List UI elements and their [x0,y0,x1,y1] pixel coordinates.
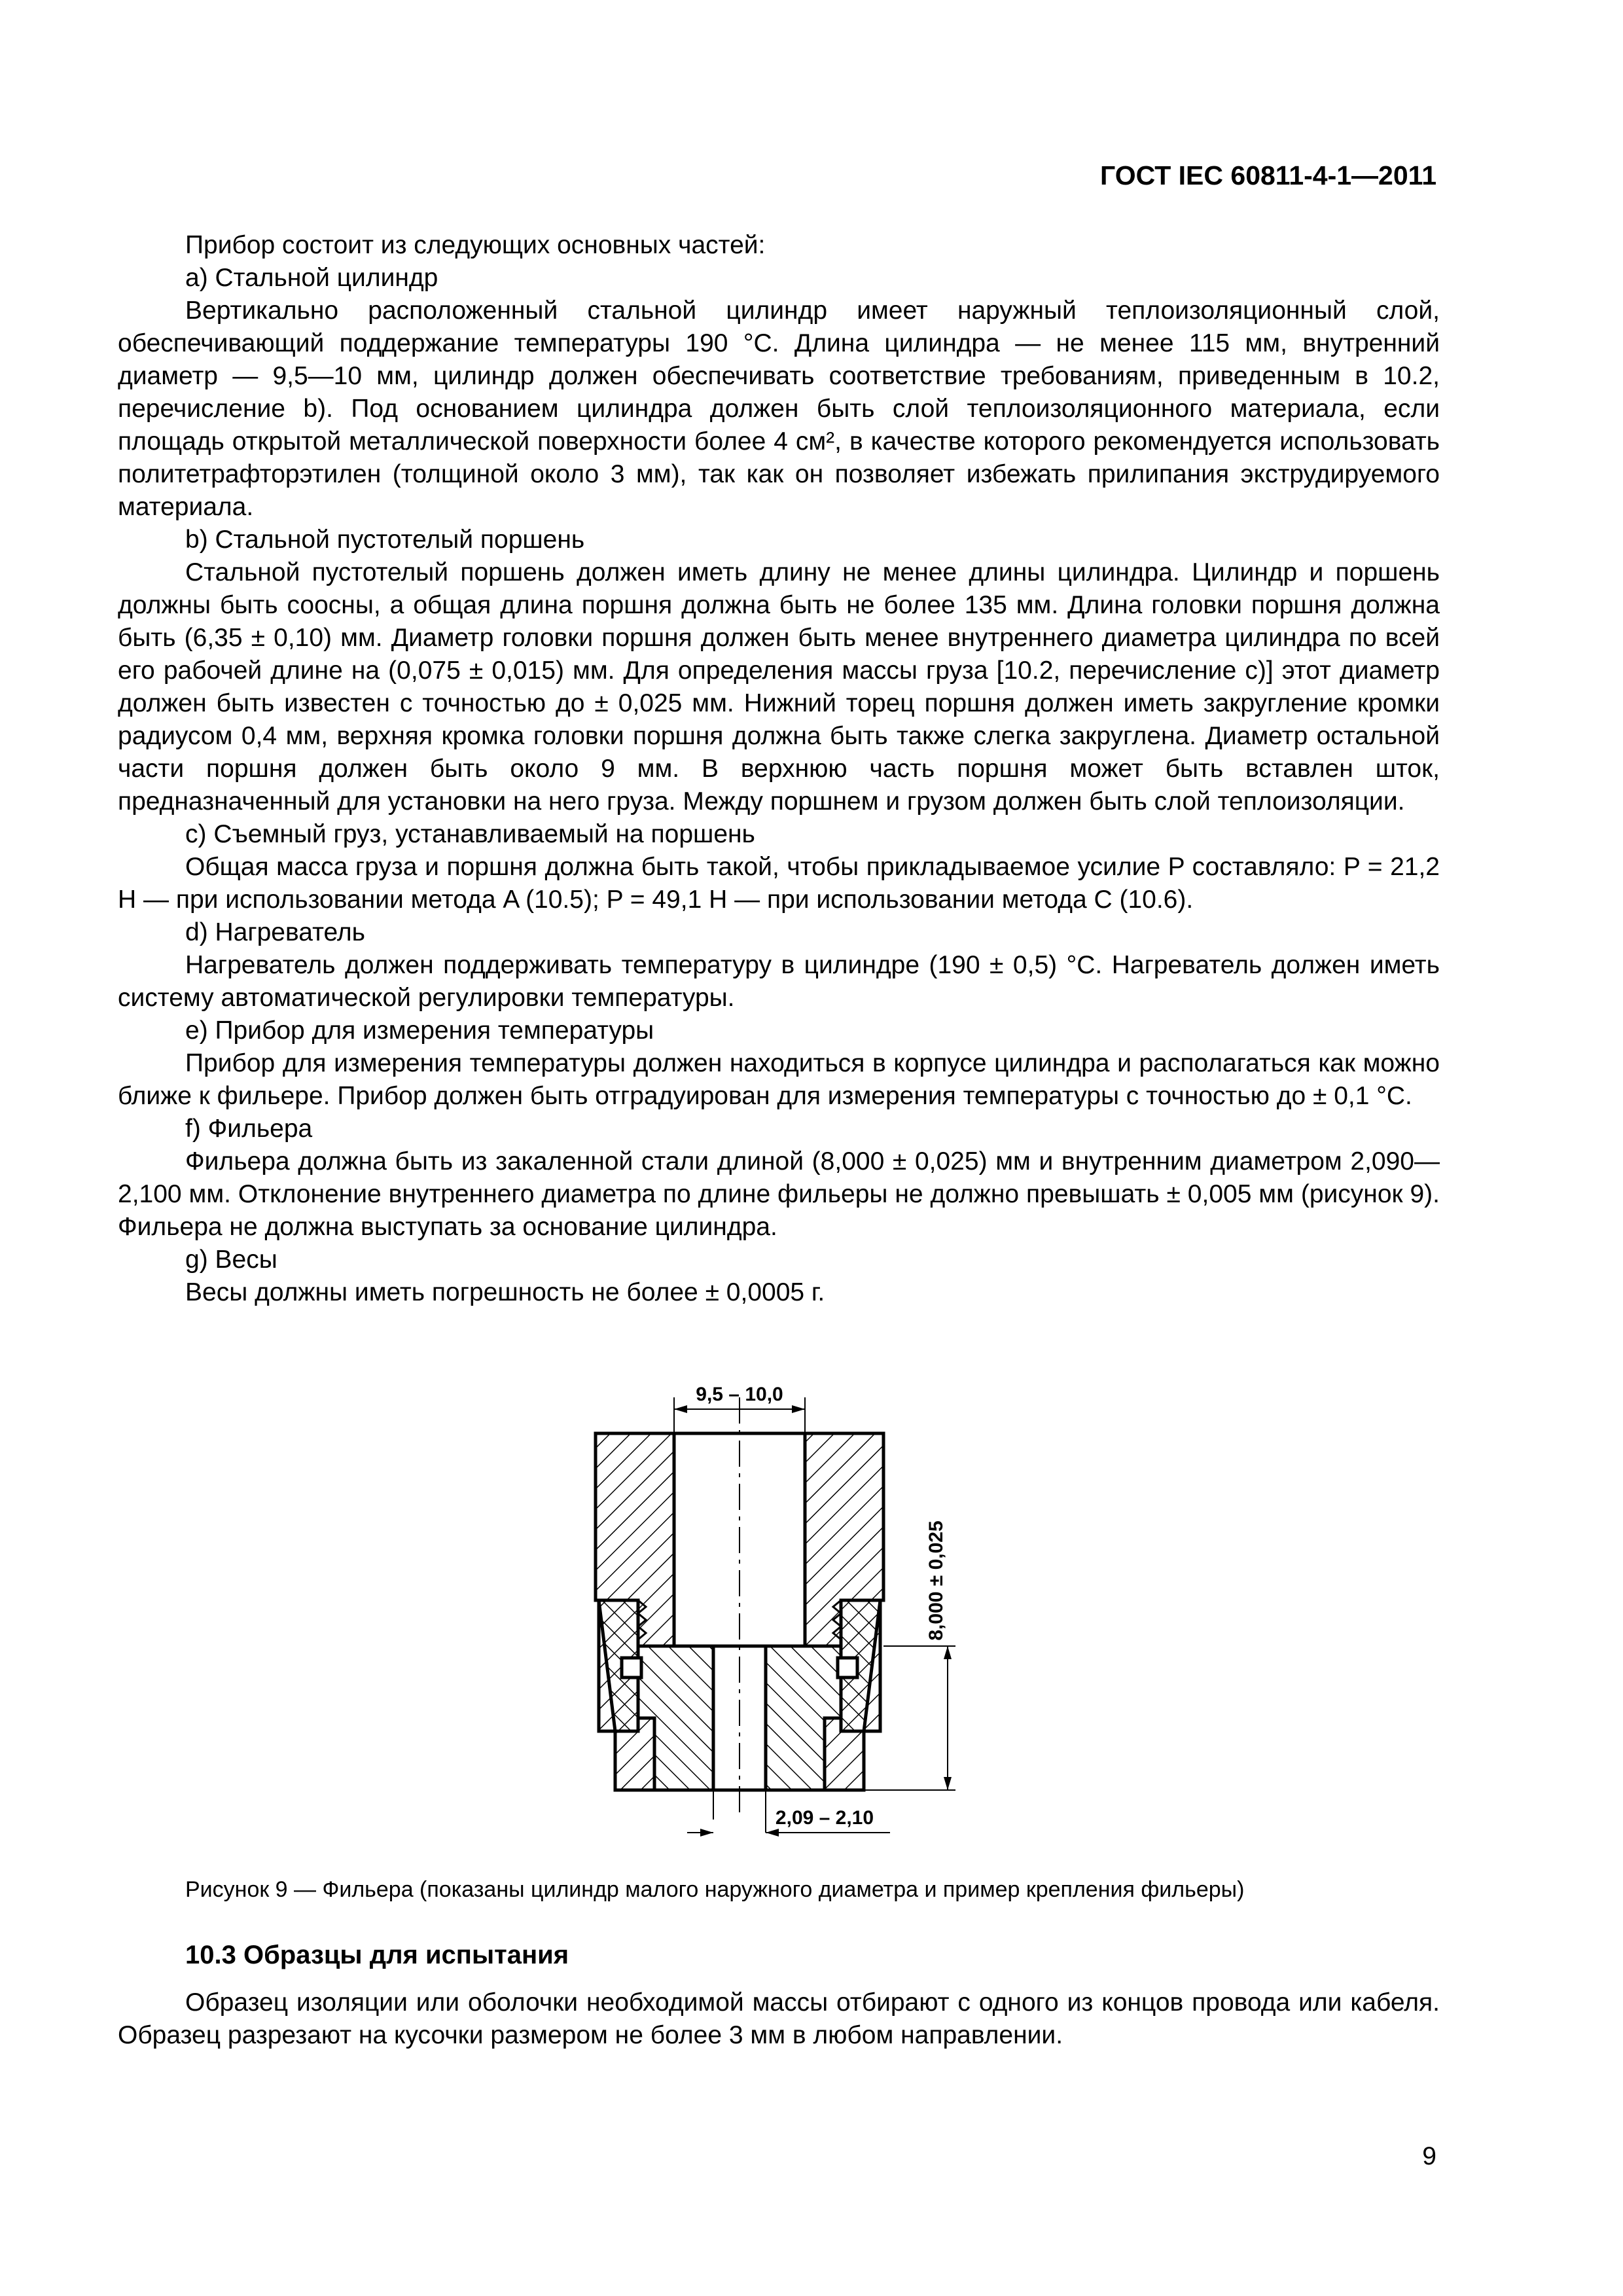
seal-left [622,1658,641,1677]
item-c-heading: c) Съемный груз, устанавливаемый на поршень [185,820,755,848]
item-d-text: Нагреватель должен поддерживать температуру в цилиндре (190 ± 0,5) °C. Нагреватель должен иметь систему автоматической регулировки температуры. [118,951,1440,1012]
section-text: Образец изоляции или оболочки необходимой массы отбирают с одного из концов провода или кабеля. Образец разрезают на кусочки размером не более 3 мм в любом направлении. [118,1988,1440,2049]
figure-caption: Рисунок 9 — Фильера (показаны цилиндр малого наружного диаметра и пример крепления фильеры) [185,1877,1245,1902]
item-a-text: Вертикально расположенный стальной цилиндр имеет наружный теплоизоляционный слой, обеспечивающий поддержание температуры 190 °С. Длина цилиндра — не менее 115 мм, внутренний диаметр — 9,5—10 мм, цилиндр должен обеспечивать соответствие требованиям, приведенным в 10.2, перечисление b). Под основанием цилиндра должен быть слой теплоизоляционного материала, если площадь открытой металлической поверхности более 4 см², в качестве которого рекомендуется использовать политетрафторэтилен (толщиной около 3 мм), так как он позволяет избежать прилипания экструдируемого материала. [118,296,1440,521]
figure-9-die-drawing [563,1358,955,1862]
item-a-heading: a) Стальной цилиндр [185,264,438,292]
dim-side-label: 8,000 ± 0,025 [925,1520,947,1641]
item-d-heading: d) Нагреватель [185,918,365,946]
item-c-text: Общая масса груза и поршня должна быть такой, чтобы прикладываемое усилие P составляло: P = 21,2 Н — при использовании метода A (10.5); P = 49,1 Н — при использовании метода C (10.6). [118,853,1440,914]
body-text [118,229,1440,1309]
item-g-text: Весы должны иметь погрешность не более ± 0,0005 г. [185,1278,825,1306]
page-number: 9 [1422,2142,1436,2170]
dim-top-label: 9,5 – 10,0 [696,1384,783,1405]
item-b-heading: b) Стальной пустотелый поршень [185,526,585,554]
seal-right [838,1658,857,1677]
item-e-text: Прибор для измерения температуры должен находиться в корпусе цилиндра и располагаться как можно ближе к фильере. Прибор должен быть отградуирован для измерения температуры с точностью до ± 0,1 °C. [118,1049,1440,1110]
item-b-text: Стальной пустотелый поршень должен иметь длину не менее длины цилиндра. Цилиндр и поршень должны быть соосны, а общая длина поршня должна быть не более 135 мм. Длина головки поршня должна быть (6,35 ± 0,10) мм. Диаметр головки поршня должен быть менее внутреннего диаметра цилиндра по всей его рабочей длине на (0,075 ± 0,015) мм. Для определения массы груза [10.2, перечисление с)] этот диаметр должен быть известен с точностью до ± 0,025 мм. Нижний торец поршня должен иметь закругление кромки радиусом 0,4 мм, верхняя кромка головки поршня должна быть также слегка закруглена. Диаметр остальной части поршня должен быть около 9 мм. В верхнюю часть поршня может быть вставлен шток, предназначенный для установки на него груза. Между поршнем и грузом должен быть слой теплоизоляции. [118,558,1440,816]
section-heading: 10.3 Образцы для испытания [185,1941,569,1969]
paragraph-intro: Прибор состоит из следующих основных частей: [185,231,766,259]
die-technical-drawing [563,1358,955,1862]
item-f-text: Фильера должна быть из закаленной стали длиной (8,000 ± 0,025) мм и внутренним диаметром 2,090—2,100 мм. Отклонение внутреннего диаметра по длине фильеры не должно превышать ± 0,005 мм (рисунок 9). Фильера не должна выступать за основание цилиндра. [118,1147,1440,1241]
document-header: ГОСТ IEC 60811-4-1—2011 [1100,160,1436,190]
dim-bottom-label: 2,09 – 2,10 [775,1807,874,1829]
item-g-heading: g) Весы [185,1246,277,1274]
section-text-block [118,1986,1440,2052]
item-f-heading: f) Фильера [185,1115,313,1143]
item-e-heading: e) Прибор для измерения температуры [185,1016,654,1045]
